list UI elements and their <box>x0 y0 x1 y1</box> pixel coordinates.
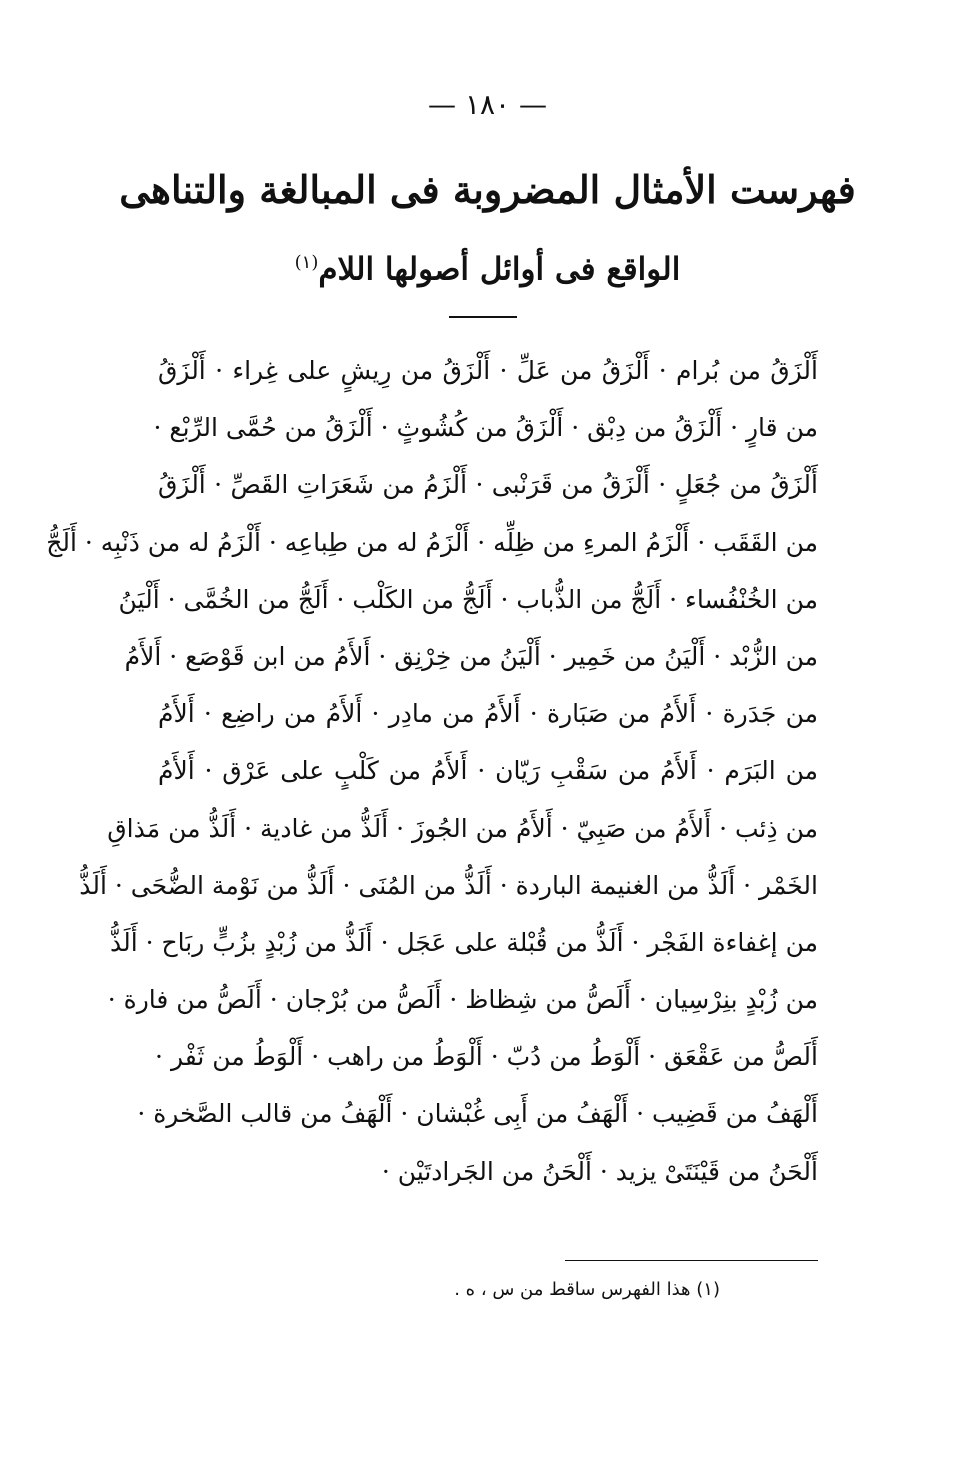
text-line: أَلْهَفُ من قَضِيب · أَلْهَفُ من أَبِى غُبْشان · أَلْهَفُ من قالب الصَّخرة · <box>137 1099 818 1129</box>
text-line: من الخُنْفُساء · أَلَجُّ من الذُّباب · أَلَجُّ من الكَلْب · أَلَجُّ من الخُمَّى · أَلْيَنُ <box>118 584 818 614</box>
subtitle-footnote-mark: (١) <box>294 252 319 273</box>
page-subtitle <box>100 238 875 294</box>
text-line: من قارٍ · أَلْزَقُ من دِبْق · أَلْزَقُ من كُشُوثٍ · أَلْزَقُ من حُمَّى الرِّبْع · <box>153 413 818 443</box>
page-number: — ١٨٠ — <box>428 88 547 121</box>
text-line: أَلَصُّ من عَقْعَق · أَلْوَطُ من دُبّ · أَلْوَطُ من راهب · أَلْوَطُ من ثَفْر · <box>155 1042 818 1072</box>
text-line: أَلْحَنُ من قَيْنَتَىْ يزيد · أَلْحَنُ من الجَرادتَيْن · <box>381 1156 818 1186</box>
text-line: من زُبْدٍ بنِرْسِيان · أَلَصُّ من شِظاظ · أَلَصُّ من بُرْجان · أَلَصُّ من فارة · <box>107 985 818 1015</box>
text-line: من الزُّبْد · أَلْيَنُ من خَمِير · أَلْيَنُ من خِرْنِق · أَلأَمُ من ابن قَوْصَع · أَلأَمُ <box>124 641 818 671</box>
page-title: فهرست الأمثال المضروبة فى المبالغة والتناهى <box>119 167 856 212</box>
text-line: أَلْزَقُ من جُعَلٍ · أَلْزَقُ من قَرَنْبى · أَلْزَمُ من شَعَرَاتِ القَصِّ · أَلْزَقُ <box>158 470 818 500</box>
text-line: من جَدَرة · أَلأَمُ من صَبَارة · أَلأَمُ من مادِر · أَلأَمُ من راضِع · أَلأَمُ <box>158 699 818 729</box>
text-line: من ذِئب · أَلأَمُ من صَبِيّ · أَلأَمُ من الجُوزَ · أَلَذُّ من غادية · أَلَذُّ من مَذاقِ <box>107 813 818 843</box>
footnote-divider <box>565 1260 818 1261</box>
subtitle-text: الواقع فى أوائل أصولها اللام <box>318 251 681 288</box>
text-line: من البَرَم · أَلأَمُ من سَقْبِ رَيّان · أَلأَمُ من كَلْبٍ على عَرْق · أَلأَمُ <box>158 756 818 786</box>
footnote: (١) هذا الفهرس ساقط من س ، ه . <box>454 1279 720 1300</box>
text-line: أَلْزَقُ من بُرام · أَلْزَقُ من عَلِّ · أَلْزَقُ من رِيشٍ على غِراء · أَلْزَقُ <box>158 356 818 385</box>
text-line: الخَمْر · أَلَذُّ من الغنيمة الباردة · أَلَذُّ من المُنَى · أَلَذُّ من نَوْمة الضُّحَى · أَلَذُّ <box>79 870 818 900</box>
text-line: من إغفاءة الفَجْر · أَلَذُّ من قُبْلة على عَجَل · أَلَذُّ من زُبْدٍ بزُبٍّ ربَاح · أَلَذُّ <box>109 927 818 957</box>
proverb-index-text <box>46 342 818 1200</box>
title-divider <box>449 316 517 318</box>
text-line: من القَقَب · أَلْزَمُ المرءِ من ظِلِّه · أَلْزَمُ له من طِباعِه · أَلْزَمُ له من ذَنْبِه · أَلَجُّ <box>46 527 818 557</box>
